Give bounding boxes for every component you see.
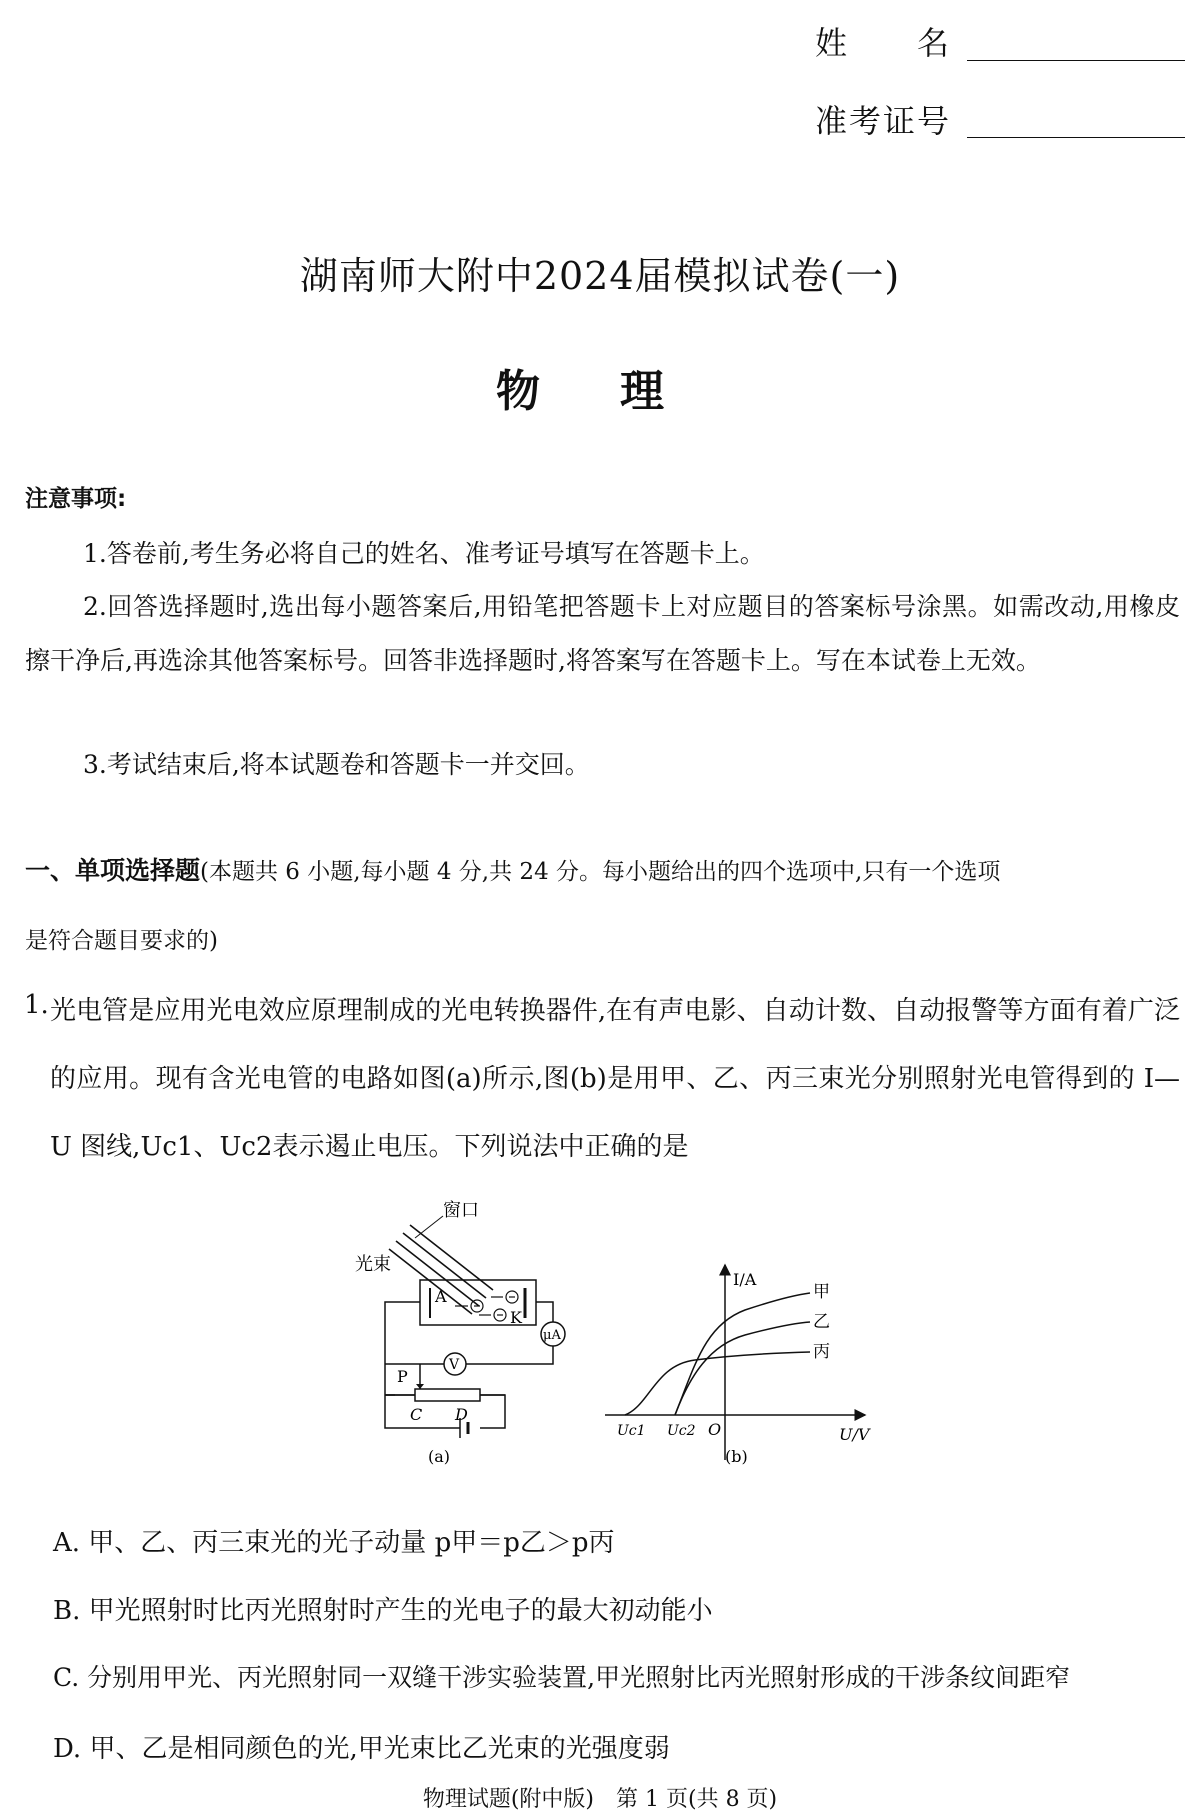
notice-item-1: 1.答卷前,考生务必将自己的姓名、准考证号填写在答题卡上。 [83,539,765,568]
d-label: D [455,1405,468,1424]
cathode-label: K [510,1308,522,1327]
window-label: 窗口 [443,1200,479,1221]
notice-item-2: 2.回答选择题时,选出每小题答案后,用铅笔把答题卡上对应题目的答案标号涂黑。如需改动,用橡皮擦干净后,再选涂其他答案标号。回答非选择题时,将答案写在答题卡上。写在本试卷上无效。 [25,592,1180,675]
figure-a-circuit [355,1200,595,1470]
origin-label: O [708,1420,722,1439]
subject-title: 物理 [496,366,744,417]
page-footer: 物理试题(附中版) 第 1 页(共 8 页) [422,1787,778,1812]
figure-a-caption: (a) [428,1447,451,1466]
option-c: C. 分别用甲光、丙光照射同一双缝干涉实验装置,甲光照射比丙光照射形成的干涉条纹间距窄 [53,1663,1071,1692]
exam-title: 湖南师大附中2024届模拟试卷(一) [299,254,901,298]
slider-label: P [397,1367,408,1386]
beam-label: 光束 [355,1254,391,1275]
curve-jia-label: 甲 [813,1282,830,1302]
section-description-1: (本题共 6 小题,每小题 4 分,共 24 分。每小题给出的四个选项中,只有一个选项 [200,859,1001,885]
notice-heading: 注意事项: [25,486,127,512]
option-b: B. 甲光照射时比丙光照射时产生的光电子的最大初动能小 [53,1596,713,1626]
exam-id-label: 准考证号 [815,102,952,140]
name-underline [967,60,1185,61]
anode-label: A [435,1287,447,1306]
section-heading: 一、单项选择题 [25,856,201,885]
section-heading-line [25,858,1000,884]
name-label: 姓 名 [815,24,952,62]
ammeter-label: μA [543,1328,561,1343]
figure-b-iu-graph [595,1255,880,1470]
voltmeter-label: V [449,1357,460,1373]
notice-item-3: 3.考试结束后,将本试题卷和答题卡一并交回。 [83,750,590,779]
curve-yi [675,1322,810,1415]
rheostat [415,1389,480,1401]
question-number: 1. [24,990,49,1020]
option-d: D. 甲、乙是相同颜色的光,甲光束比乙光束的光强度弱 [53,1734,670,1764]
curve-jia [675,1293,810,1415]
option-a: A. 甲、乙、丙三束光的光子动量 p甲＝p乙＞p丙 [53,1528,615,1558]
curve-yi-label: 乙 [813,1312,830,1332]
section-description-2: 是符合题目要求的) [25,928,218,954]
x-axis-label: U/V [839,1425,870,1444]
curve-bing [625,1352,810,1415]
figure-b-caption: (b) [725,1447,748,1466]
curve-bing-label: 丙 [813,1342,830,1362]
exam-id-underline [967,137,1185,138]
question-stem: 光电管是应用光电效应原理制成的光电转换器件,在有声电影、自动计数、自动报警等方面有着广泛的应用。现有含光电管的电路如图(a)所示,图(b)是用甲、乙、丙三束光分别照射光电管得到的 I—U 图线,Uc1、Uc2表示遏止电压。下列说法中正确的是 [50,996,1180,1162]
uc1-label: Uc1 [617,1423,646,1439]
uc2-label: Uc2 [667,1423,696,1439]
c-label: C [410,1405,423,1424]
y-axis-label: I/A [733,1270,757,1289]
